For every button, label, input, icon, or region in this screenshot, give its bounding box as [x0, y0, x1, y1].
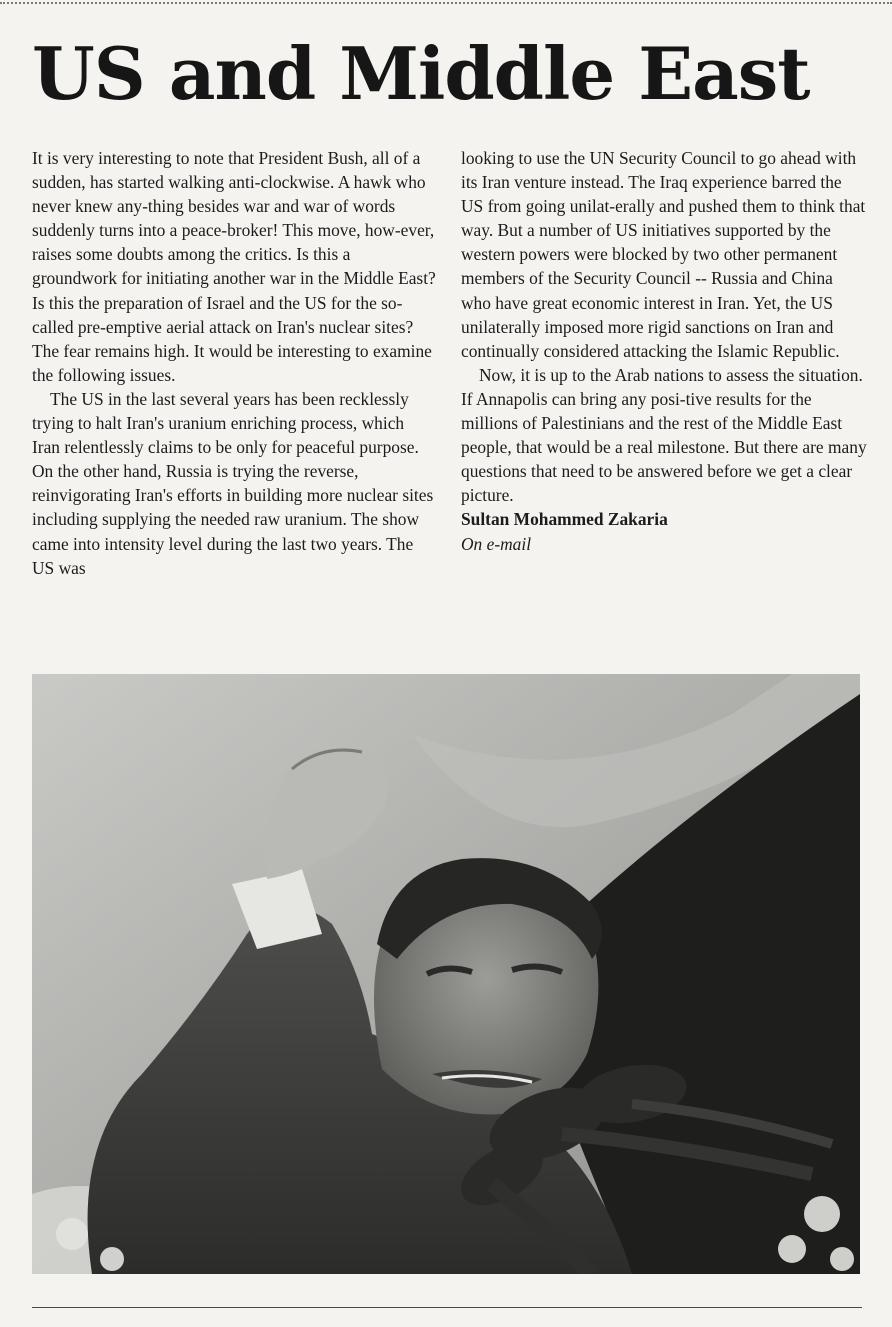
speaker-photo	[32, 674, 860, 1274]
article-column-left	[32, 146, 436, 580]
article-column-right	[461, 146, 867, 556]
paragraph-security-council: looking to use the UN Security Council to go ahead with its Iran venture instead. The Iraq experience barred the US from going unilat-erally and pushed them to think that way. But a number of US initiatives supported by the western powers were blocked by two other permanent members of the Security Council -- Russia and China who have great economic interest in Iran. Yet, the US unilaterally imposed more rigid sanctions on Iran and continually considered attacking the Islamic Republic.	[461, 148, 866, 361]
article-title: US and Middle East	[32, 31, 810, 116]
paragraph-arab-nations: Now, it is up to the Arab nations to assess the situation. If Annapolis can bring any posi-tive results for the millions of Palestinians and the rest of the Middle East people, that would be a real milestone. But there are many questions that need to be answered before we get a clear picture.	[461, 364, 867, 506]
paragraph-intro: It is very interesting to note that President Bush, all of a sudden, has started walking anti-clockwise. A hawk who never knew any-thing besides war and war of words suddenly turns into a peace-broker! This move, how-ever, raises some doubts among the critics. Is this a groundwork for initiating another war in the Middle East? Is this the preparation of Israel and the US for the so-called pre-emptive aerial attack on Iran's nuclear sites? The fear remains high. It would be interesting to examine the following issues.	[32, 148, 436, 385]
author-source: On e-mail	[461, 533, 532, 554]
bottom-rule	[32, 1307, 862, 1308]
author-name: Sultan Mohammed Zakaria	[461, 509, 668, 530]
top-dotted-rule	[0, 2, 892, 4]
paragraph-uranium: The US in the last several years has been recklessly trying to halt Iran's uranium enriching process, which Iran relentlessly claims to be only for peaceful purpose. On the other hand, Russia is trying the reverse, reinvigorating Iran's efforts in building more nuclear sites including supplying the needed raw uranium. The show came into intensity level during the last two years. The US was	[32, 388, 434, 578]
